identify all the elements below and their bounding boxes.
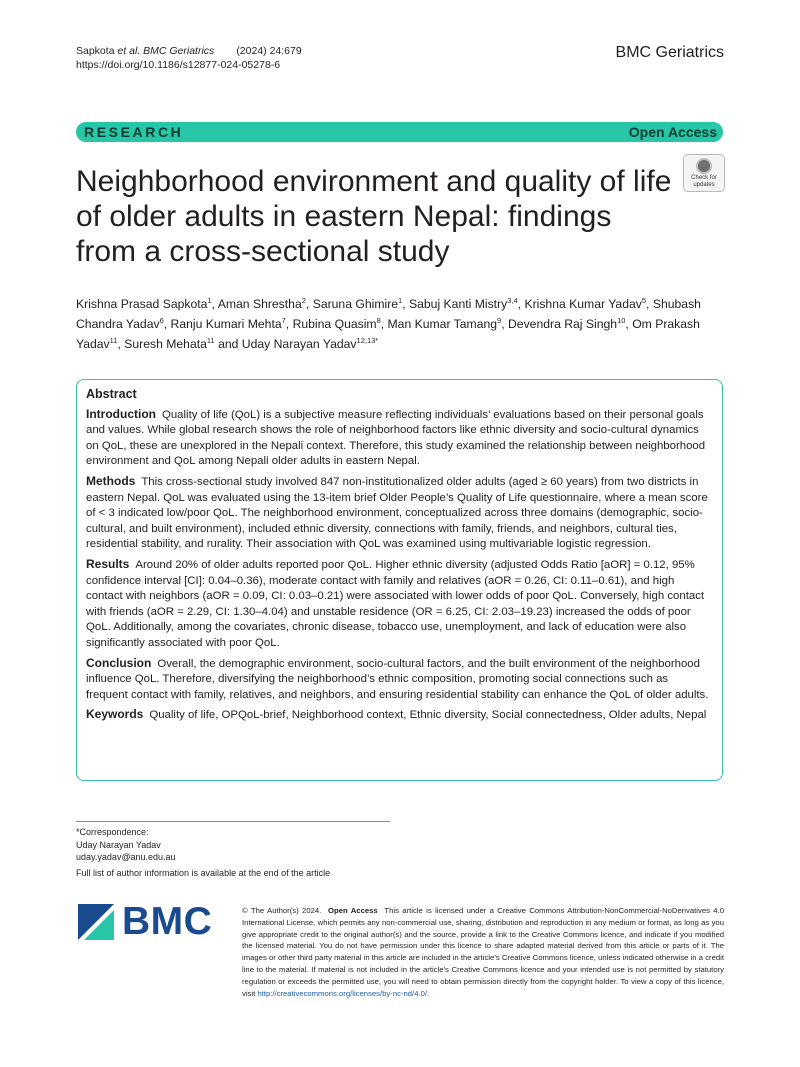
section-label: Conclusion <box>86 655 152 670</box>
abstract-conclusion <box>86 656 713 704</box>
bmc-logo-text: BMC <box>122 900 213 943</box>
author-name: Krishna Prasad Sapkota <box>76 297 208 311</box>
section-text: Quality of life, OPQoL-brief, Neighborhood context, Ethnic diversity, Social connectedness, Older adults, Nepal <box>149 709 707 722</box>
article-type-label: RESEARCH <box>84 124 184 140</box>
author-name: Saruna Ghimire <box>312 297 399 311</box>
author-name: Ranju Kumari Mehta <box>170 317 282 331</box>
author-affiliation: 7 <box>281 315 286 325</box>
author-name: Devendra Raj Singh <box>508 317 618 331</box>
open-access-bold: Open Access <box>328 906 378 915</box>
check-updates-label-2: updates <box>693 182 715 188</box>
bmc-logo-icon <box>78 904 114 940</box>
title-line: from a cross-sectional study <box>76 235 450 268</box>
check-updates-icon <box>696 158 712 174</box>
correspondence-block <box>76 826 176 864</box>
author-name: Man Kumar Tamang <box>387 317 498 331</box>
author-affiliation: 8 <box>376 315 381 325</box>
author-affiliation: 6 <box>159 315 164 325</box>
author-name: Rubina Quasim <box>292 317 377 331</box>
author-name: Shubash Chandra Yadav <box>76 297 701 331</box>
author-affiliation: 10 <box>617 315 626 325</box>
abstract-introduction <box>86 407 713 470</box>
copyright-text: © The Author(s) 2024. <box>242 906 322 915</box>
author-affiliation: 9 <box>497 315 502 325</box>
abstract-results <box>86 557 713 652</box>
author-name: Sabuj Kanti Mistry <box>409 297 508 311</box>
author-affiliation: 1 <box>207 295 212 305</box>
section-label: Results <box>86 556 130 571</box>
citation-authors: Sapkota <box>76 45 118 57</box>
section-label: Methods <box>86 473 136 488</box>
check-for-updates-button[interactable] <box>683 154 725 192</box>
section-text: Around 20% of older adults reported poor QoL. Higher ethnic diversity (adjusted Odds Ratio [aOR] = 0.12, 95% confidence interval [CI]: 0.04–0.36), moderate contact with family and relatives (aOR = 0.26, CI: 0.11–0.61), and high contact with neighbors (aOR = 0.09, CI: 0.03–0.21) were associated with lower odds of poor QoL. Conversely, high contact with friends (aOR = 2.29, CI: 1.30–4.04) and unstable residence (OR = 6.25, CI: 2.03–19.23) increased the odds of poor QoL. Additionally, among the covariates, chronic disease, tobacco use, unemployment, and lack of education were also significantly associated with poor QoL. <box>86 558 705 649</box>
correspondence-email[interactable]: uday.yadav@anu.edu.au <box>76 852 176 862</box>
article-type-band <box>76 122 723 142</box>
abstract-heading: Abstract <box>86 387 137 401</box>
correspondence-name: Uday Narayan Yadav <box>76 839 161 850</box>
correspondence-label: *Correspondence: <box>76 827 149 837</box>
journal-name: BMC Geriatrics <box>615 44 724 61</box>
author-affiliation: 2 <box>301 295 306 305</box>
license-text <box>242 905 724 999</box>
author-info-note: Full list of author information is available at the end of the article <box>76 868 331 878</box>
title-line: Neighborhood environment and quality of life <box>76 165 672 198</box>
section-label: Introduction <box>86 406 156 421</box>
abstract-methods <box>86 474 713 553</box>
author-name: Suresh Mehata <box>124 337 207 351</box>
section-label: Keywords <box>86 707 144 722</box>
author-affiliation: 12,13* <box>356 335 379 345</box>
author-name: Uday Narayan Yadav <box>241 337 357 351</box>
author-list: Krishna Prasad Sapkota$^1$, Aman Shrestha$^2$, Saruna Ghimire$^1$, Sabuj Kanti Mistry$^{3,4}$, Krishna Kumar Yadav$^5$, Shubash Chandra Yadav$^6$, Ranju Kumari Mehta$^7$, Rubina Quasim$^8$, Man Kumar Tamang$^9$, Devendra Raj Singh$^{10}$, Om Prakash Yadav$^{11}$, Suresh Mehata$^{11}$ and Uday Narayan Yadav$^{12,13*}$ <box>76 295 701 351</box>
author-name: Krishna Kumar Yadav <box>524 297 642 311</box>
citation-year-volume: (2024) 24:679 <box>236 45 302 57</box>
author-affiliation: 1 <box>398 295 403 305</box>
author-affiliation: 3,4 <box>507 295 518 305</box>
citation-header <box>76 44 302 72</box>
author-name: Om Prakash Yadav <box>76 317 700 351</box>
author-affiliation: 11 <box>109 335 118 345</box>
open-access-label: Open Access <box>628 124 717 140</box>
abstract-box <box>76 379 723 781</box>
author-name: Aman Shrestha <box>217 297 302 311</box>
bmc-logo <box>78 900 238 943</box>
footnote-divider <box>76 821 390 822</box>
check-updates-label-1: Check for <box>691 175 717 181</box>
section-text: This cross-sectional study involved 847 non-institutionalized older adults (aged ≥ 60 years) from two districts in eastern Nepal. QoL was evaluated using the 13-item brief Older People’s Quality of Life questionnaire, where a mean score of < 3 indicated low/poor QoL. The neighborhood environment, conceptualized across three domains (demographic, socio-cultural, and built environment), included ethnic diversity, connections with family, friends, and neighbors, cultural ties, residential stability, and rurality. Their association with QoL was examined using multivariable logistic regression. <box>86 475 708 551</box>
article-title <box>76 164 676 269</box>
license-link[interactable]: http://creativecommons.org/licenses/by-nc-nd/4.0/. <box>257 988 430 998</box>
author-affiliation: 11 <box>206 335 215 345</box>
section-text: Overall, the demographic environment, socio-cultural factors, and the built environment of the neighborhood influence QoL. Therefore, diversifying the neighborhood’s ethnic composition, promoting social connections such as frequent contact with family, relatives, and neighbors, and ensuring residential stability can enhance the QoL of older adults. <box>86 657 709 701</box>
license-body: This article is licensed under a Creative Commons Attribution-NonCommercial-NoDerivatives 4.0 International License, which permits any non-commercial use, sharing, distribution and reproduction in any medium or format, as long as you give appropriate credit to the original author(s) and the source, provide a link to the Creative Commons licence, and indicate if you modified the licensed material. You do not have permission under this licence to share adapted material derived from this article or parts of it. The images or other third party material in this article are included in the article’s Creative Commons licence, unless indicated otherwise in a credit line to the material. If material is not included in the article’s Creative Commons licence and your intended use is not permitted by statutory regulation or exceeds the permitted use, you will need to obtain permission directly from the copyright holder. To view a copy of this licence, visit <box>242 906 724 998</box>
author-affiliation: 5 <box>641 295 647 305</box>
title-line: of older adults in eastern Nepal: findings <box>76 200 612 233</box>
section-text: Quality of life (QoL) is a subjective measure reflecting individuals’ evaluations based on their personal goals and values. While global research shows the role of neighborhood factors like ethnic diversity and socio-cultural dynamics on QoL, these are unexplored in the Nepali context. Therefore, this study examined the relationship between neighborhood environment and QoL among Nepali older adults in eastern Nepal. <box>86 408 706 468</box>
abstract-keywords <box>86 707 713 724</box>
doi-link[interactable]: https://doi.org/10.1186/s12877-024-05278-6 <box>76 59 281 71</box>
citation-journal: et al. BMC Geriatrics <box>117 45 215 57</box>
